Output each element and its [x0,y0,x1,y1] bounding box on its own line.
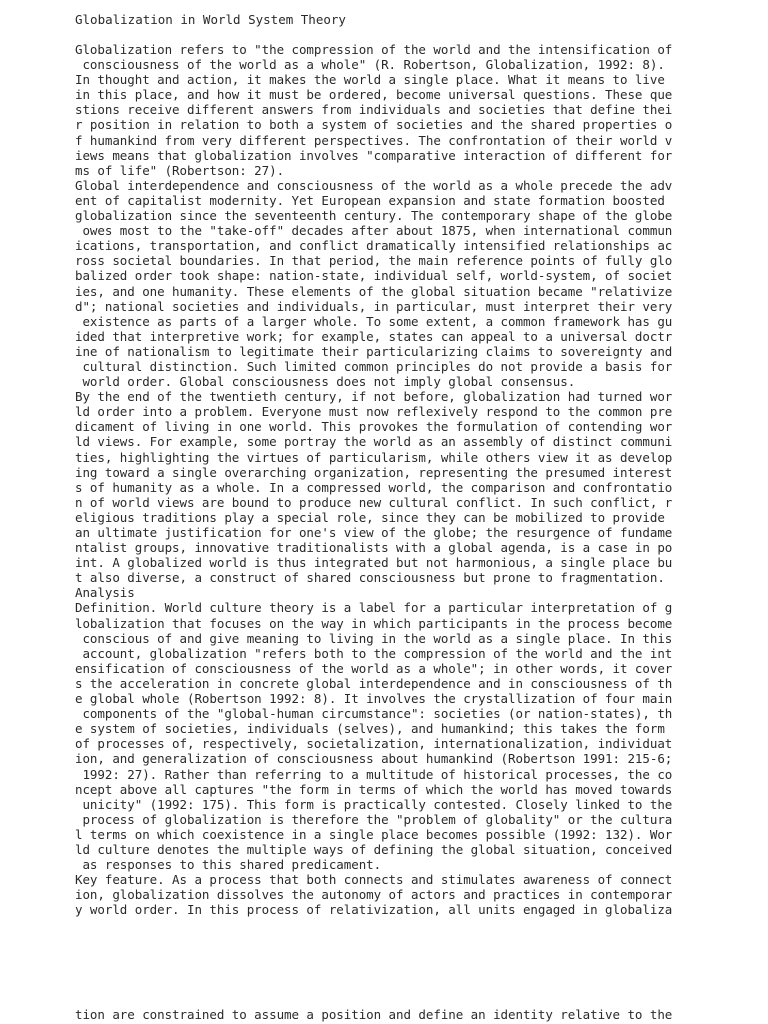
text-line: ntalist groups, innovative traditionalists with a global agenda, is a case in po [75,540,673,556]
text-line: ms of life" (Robertson: 27). [75,162,285,178]
text-line: ld culture denotes the multiple ways of defining the global situation, conceived [75,841,673,857]
text-line: globalization since the seventeenth century. The contemporary shape of the globe [75,208,673,224]
text-line: Globalization refers to "the compression of the world and the intensification of [75,42,673,57]
text-line: n of world views are bound to produce new cultural conflict. In such conflict, r [75,494,673,510]
text-line: e global whole (Robertson 1992: 8). It involves the crystallization of four main [75,691,673,707]
text-line: l terms on which coexistence in a single place becomes possible (1992: 132). Wor [75,826,673,842]
text-line: unicity" (1992: 175). This form is practically contested. Closely linked to the [75,796,673,812]
text-line: lobalization that focuses on the way in which participants in the process become [75,615,673,631]
text-line: owes most to the "take-off" decades after about 1875, when international commun [75,223,673,239]
text-line: as responses to this shared predicament. [75,857,382,873]
text-line: y world order. In this process of relativization, all units engaged in globaliza [75,902,673,918]
document-body [75,42,672,917]
text-line: iews means that globalization involves "comparative interaction of different for [75,147,673,163]
text-line: By the end of the twentieth century, if not before, globalization had turned wor [75,389,673,405]
document-title: Globalization in World System Theory [75,12,346,27]
text-line: ies, and one humanity. These elements of the global situation became "relativize [75,283,673,299]
text-line: 1992: 27). Rather than referring to a multitude of historical processes, the co [75,766,673,782]
text-line: existence as parts of a larger whole. To some extent, a common framework has gu [75,313,673,329]
text-line: In thought and action, it makes the world a single place. What it means to live [75,72,665,88]
document-continuation-line: tion are constrained to assume a position and define an identity relative to the [75,1007,673,1022]
text-line: s of humanity as a whole. In a compressed world, the comparison and confrontatio [75,479,673,495]
text-line: ld views. For example, some portray the world as an assembly of distinct communi [75,434,673,450]
text-line: s the acceleration in concrete global interdependence and in consciousness of th [75,675,673,691]
text-line: consciousness of the world as a whole" (R. Robertson, Globalization, 1992: 8). [75,57,665,73]
text-line: eligious traditions play a special role, since they can be mobilized to provide [75,509,665,525]
text-line: dicament of living in one world. This provokes the formulation of contending wor [75,419,673,435]
text-line: of processes of, respectively, societalization, internationalization, individuat [75,736,673,752]
text-line: Analysis [75,585,135,601]
text-line: conscious of and give meaning to living in the world as a single place. In this [75,630,673,646]
text-line: ion, globalization dissolves the autonomy of actors and practices in contemporar [75,887,673,903]
text-line: e system of societies, individuals (selves), and humankind; this takes the form [75,721,665,737]
text-line: account, globalization "refers both to the compression of the world and the int [75,645,673,661]
text-line: components of the "global-human circumstance": societies (or nation-states), th [75,706,673,722]
text-line: ent of capitalist modernity. Yet European expansion and state formation boosted [75,192,665,208]
text-line: ided that interpretive work; for example, states can appeal to a universal doctr [75,328,673,344]
text-line: t also diverse, a construct of shared consciousness but prone to fragmentation. [75,570,665,586]
text-line: ications, transportation, and conflict dramatically intensified relationships ac [75,238,673,254]
text-line: balized order took shape: nation-state, individual self, world-system, of societ [75,268,673,284]
text-line: ensification of consciousness of the world as a whole"; in other words, it cover [75,660,673,676]
text-line: f humankind from very different perspectives. The confrontation of their world v [75,132,673,148]
text-line: Key feature. As a process that both connects and stimulates awareness of connect [75,872,673,888]
text-line: cultural distinction. Such limited common principles do not provide a basis for [75,358,673,374]
text-line: world order. Global consciousness does not imply global consensus. [75,374,576,390]
text-line: Global interdependence and consciousness of the world as a whole precede the adv [75,177,673,193]
text-line: ross societal boundaries. In that period, the main reference points of fully glo [75,253,673,269]
text-line: ine of nationalism to legitimate their particularizing claims to sovereignty and [75,343,673,359]
text-line: d"; national societies and individuals, in particular, must interpret their very [75,298,673,314]
text-line: ion, and generalization of consciousness about humankind (Robertson 1991: 215-6; [75,751,673,767]
text-line: an ultimate justification for one's view of the globe; the resurgence of fundame [75,525,673,540]
text-line: Definition. World culture theory is a label for a particular interpretation of g [75,600,673,616]
text-line: in this place, and how it must be ordered, become universal questions. These que [75,87,673,103]
text-line: int. A globalized world is thus integrated but not harmonious, a single place bu [75,555,673,571]
text-line: ties, highlighting the virtues of particularism, while others view it as develop [75,449,673,465]
text-line: stions receive different answers from individuals and societies that define thei [75,102,673,118]
text-line: ncept above all captures "the form in terms of which the world has moved towards [75,781,673,797]
text-line: r position in relation to both a system of societies and the shared properties o [75,117,673,133]
text-line: ing toward a single overarching organization, representing the presumed interest [75,464,673,480]
text-line: ld order into a problem. Everyone must now reflexively respond to the common pre [75,404,673,420]
text-line: process of globalization is therefore the "problem of globality" or the cultura [75,811,673,827]
